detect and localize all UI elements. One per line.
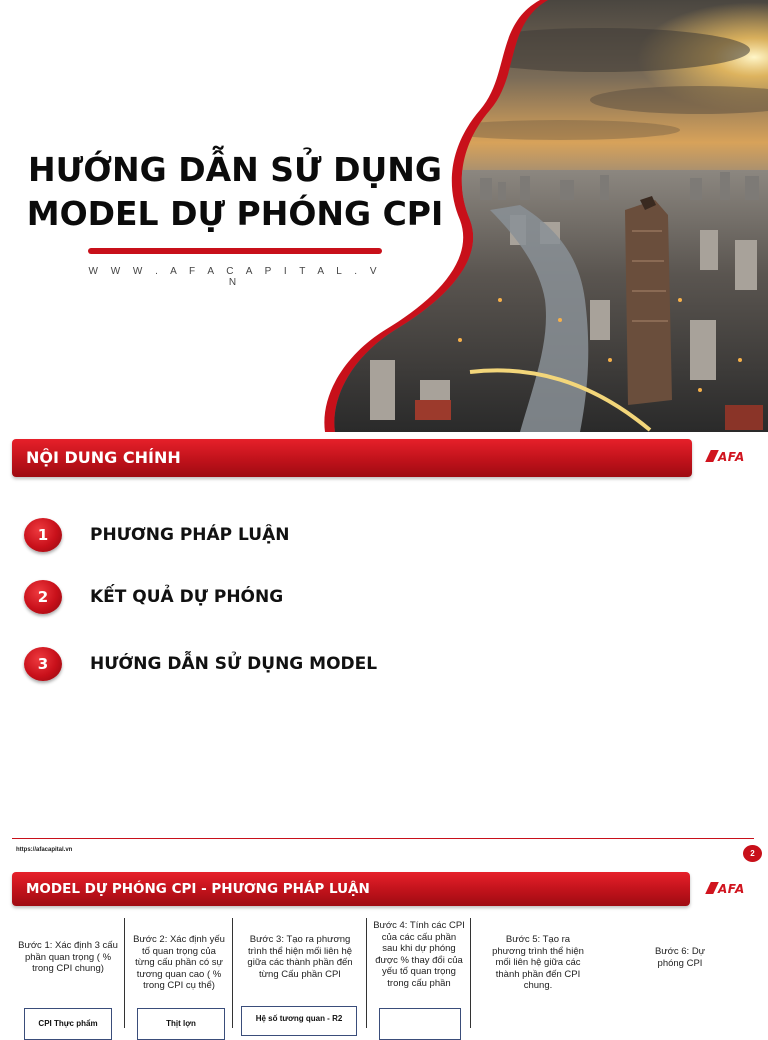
step-description: Bước 2: Xác định yếu tố quan trọng của từng cấu phần có sự tương quan cao ( % trong CPI cụ thể): [133, 934, 225, 991]
toc-item-label: KẾT QUẢ DỰ PHÓNG: [90, 587, 284, 607]
cover-title: [20, 148, 450, 236]
toc-number-badge: 1: [24, 518, 62, 552]
contents-header-bar: [12, 439, 692, 477]
step-description: Bước 6: Dự phóng CPI: [654, 946, 706, 969]
afa-logo: [708, 450, 745, 464]
cover-title-line-1: HƯỚNG DẪN SỬ DỤNG: [28, 150, 442, 189]
page-number-badge: 2: [743, 845, 762, 862]
title-underline: [88, 248, 382, 254]
cover-slide: [0, 0, 768, 432]
step-component-box: Hệ số tương quan - R2: [241, 1006, 357, 1036]
contents-slide: [0, 432, 768, 858]
logo-text: AFA: [718, 450, 745, 464]
logo-mark-icon: [705, 882, 719, 894]
toc-item-label: PHƯƠNG PHÁP LUẬN: [90, 525, 290, 545]
methodology-header-bar: [12, 872, 690, 906]
footer-divider: [12, 838, 754, 839]
step-5: [470, 918, 605, 1028]
cover-title-line-2: MODEL DỰ PHÓNG CPI: [26, 194, 444, 233]
step-description: Bước 1: Xác định 3 cấu phần quan trọng ( % trong CPI chung): [18, 940, 118, 974]
logo-text: AFA: [718, 882, 745, 896]
step-4: [366, 918, 471, 1028]
methodology-header-title: MODEL DỰ PHÓNG CPI - PHƯƠNG PHÁP LUẬN: [26, 881, 370, 897]
step-1: [12, 918, 124, 1028]
step-description: Bước 4: Tính các CPI của các cấu phần sau khi dự phóng được % thay đổi của yếu tố quan trọng trong cấu phần: [373, 920, 465, 989]
toc-item-label: HƯỚNG DẪN SỬ DỤNG MODEL: [90, 654, 378, 674]
toc-number-badge: 3: [24, 647, 62, 681]
step-component-box: Thịt lợn: [137, 1008, 225, 1040]
toc-number-badge: 2: [24, 580, 62, 614]
step-3: [232, 918, 367, 1028]
step-description: Bước 5: Tạo ra phương trình thể hiện mối liên hệ giữa các thành phần đến CPI chung.: [492, 934, 584, 991]
step-2: [124, 918, 233, 1028]
logo-mark-icon: [705, 450, 719, 462]
afa-logo: [708, 882, 745, 896]
contents-header-title: NỘI DUNG CHÍNH: [26, 448, 181, 467]
step-description: Bước 3: Tạo ra phương trình thể hiện mối liên hệ giữa các thành phần đến từng Cấu phần CPI: [247, 934, 353, 980]
cover-website: W W W . A F A C A P I T A L . V N: [88, 266, 382, 288]
methodology-slide: [0, 862, 768, 1028]
step-component-box: [379, 1008, 461, 1040]
step-component-box: CPI Thực phẩm: [24, 1008, 112, 1040]
step-6: [604, 918, 756, 1028]
footer-url[interactable]: https://afacapital.vn: [16, 847, 73, 853]
